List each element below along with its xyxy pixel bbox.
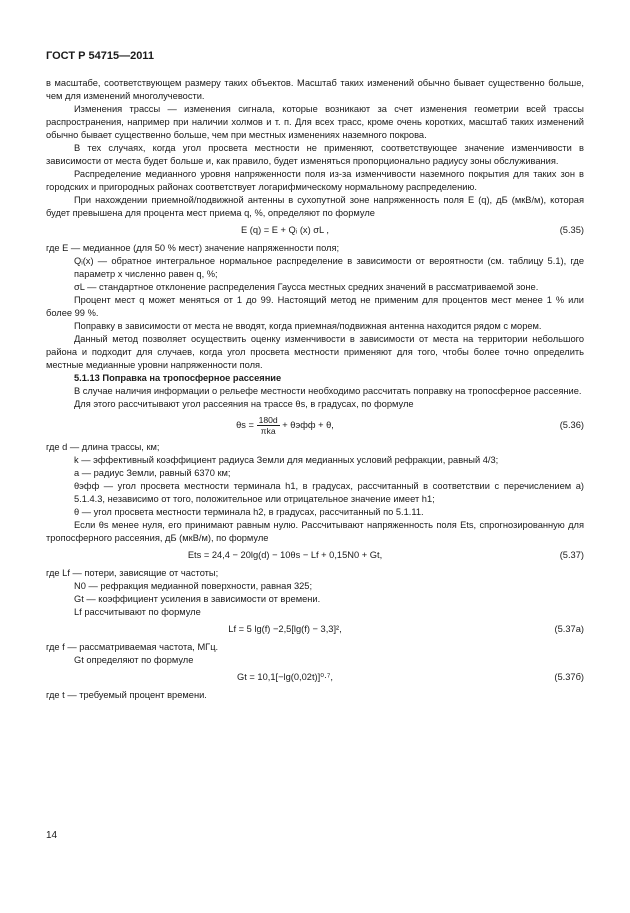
section-heading: 5.1.13 Поправка на тропосферное рассеяние	[74, 373, 282, 383]
definition: θэфф — угол просвета местности терминала h1, в градусах, рассчитанный в соответствии с перечислением а) 5.1.4.3, независимо от того, положительное или отрицательное значение имеет h1;	[74, 481, 584, 504]
definition: где Lf — потери, зависящие от частоты;	[46, 568, 219, 578]
formula-expression: E (q) = E + Qᵢ (x) σL ,	[241, 225, 329, 235]
formula-number: (5.35)	[559, 225, 584, 235]
paragraph: Процент мест q может меняться от 1 до 99. Настоящий метод не применим для процентов мест менее 1 % или более 99 %.	[46, 295, 584, 318]
formula-5-37b	[46, 667, 584, 689]
definition: Qᵢ(x) — обратное интегральное нормальное распределение в зависимости от вероятности (см. таблицу 5.1), где параметр x численно равен q, %;	[74, 256, 584, 279]
formula-expression: Lf = 5 lg(f) −2,5[lg(f) − 3,3]²,	[228, 624, 342, 634]
formula-number: (5.36)	[559, 420, 584, 430]
formula-fraction	[257, 415, 280, 436]
formula-5-36	[46, 411, 584, 441]
definition: где d — длина трассы, км;	[46, 442, 160, 452]
paragraph: Поправку в зависимости от места не вводят, когда приемная/подвижная антенна находится рядом с морем.	[74, 321, 542, 331]
formula-expression	[46, 415, 524, 436]
formula-lhs: θs =	[236, 419, 254, 430]
formula-5-35	[46, 220, 584, 242]
definition: Gt — коэффициент усиления в зависимости от времени.	[74, 594, 321, 604]
paragraph: В тех случаях, когда угол просвета местности не применяют, соответствующее значение изменчивости в зависимости от места будет больше и, как правило, будет изменяться пропорционально радиусу зоны обслуживания.	[46, 143, 584, 166]
paragraph: Изменения трассы — изменения сигнала, которые возникают за счет изменения геометрии всей трассы распространения, например при наличии холмов и т. п. Для всех трасс, кроме очень коротких, масштаб таких изменений обычно бывает существенно больше, чем при местных изменениях наземного покрова.	[46, 104, 584, 140]
page-body	[46, 77, 584, 702]
formula-expression: Gt = 10,1[−lg(0,02t)]⁰·⁷,	[237, 672, 333, 682]
formula-rhs: + θэфф + θ,	[282, 419, 334, 430]
formula-5-37a	[46, 619, 584, 641]
definition: где f — рассматриваемая частота, МГц.	[46, 642, 219, 652]
running-header: ГОСТ Р 54715—2011	[46, 50, 154, 62]
definition: a — радиус Земли, равный 6370 км;	[74, 468, 231, 478]
paragraph: в масштабе, соответствующем размеру таких объектов. Масштаб таких изменений обычно бывает существенно больше, чем для изменений многолучевости.	[46, 78, 584, 101]
paragraph: Lf рассчитывают по формуле	[74, 607, 201, 617]
paragraph: Данный метод позволяет осуществить оценку изменчивости в зависимости от места на территории небольшого района и подходит для случаев, когда угол просвета местности применяют для того, чтобы более точно определить местные медианные уровни напряженности поля.	[46, 334, 584, 370]
formula-number: (5.37б)	[554, 672, 584, 682]
definition: θ — угол просвета местности терминала h2, в градусах, рассчитанный по 5.1.11.	[74, 507, 424, 517]
paragraph: При нахождении приемной/подвижной антенны в сухопутной зоне напряженность поля E (q), дБ (мкВ/м), которая будет превышена для процента мест приема q, %, определяют по формуле	[46, 195, 584, 218]
fraction-numerator: 180d	[258, 415, 278, 425]
paragraph: Если θs менее нуля, его принимают равным нулю. Рассчитывают напряженность поля Ets, спрогнозированную для тропосферного рассеяния, дБ (мкВ/м), по формуле	[46, 520, 584, 543]
definition: N0 — рефракция медианной поверхности, равная 325;	[74, 581, 313, 591]
definition: где E — медианное (для 50 % мест) значение напряженности поля;	[46, 243, 340, 253]
page-number: 14	[46, 830, 58, 841]
paragraph: Распределение медианного уровня напряженности поля из-за изменчивости наземного покрытия для таких зон в городских и пригородных районах соответствует логарифмическому нормальному распределению.	[46, 169, 584, 192]
fraction-denominator: πka	[260, 426, 276, 436]
definition: σL — стандартное отклонение распределения Гаусса местных средних значений в рассматриваемой зоне.	[74, 282, 539, 292]
paragraph: В случае наличия информации о рельефе местности необходимо рассчитать поправку на тропосферное рассеяние.	[74, 386, 582, 396]
paragraph: Для этого рассчитывают угол рассеяния на трассе θs, в градусах, по формуле	[74, 399, 414, 409]
definition: k — эффективный коэффициент радиуса Земли для медианных условий рефракции, равный 4/3;	[74, 455, 499, 465]
paragraph: Gt определяют по формуле	[74, 655, 194, 665]
formula-5-37	[46, 545, 584, 567]
formula-expression: Ets = 24,4 − 20lg(d) − 10θs − Lf + 0,15N0 + Gt,	[187, 550, 383, 560]
definition: где t — требуемый процент времени.	[46, 690, 207, 700]
formula-number: (5.37а)	[554, 624, 584, 634]
formula-number: (5.37)	[559, 550, 584, 560]
